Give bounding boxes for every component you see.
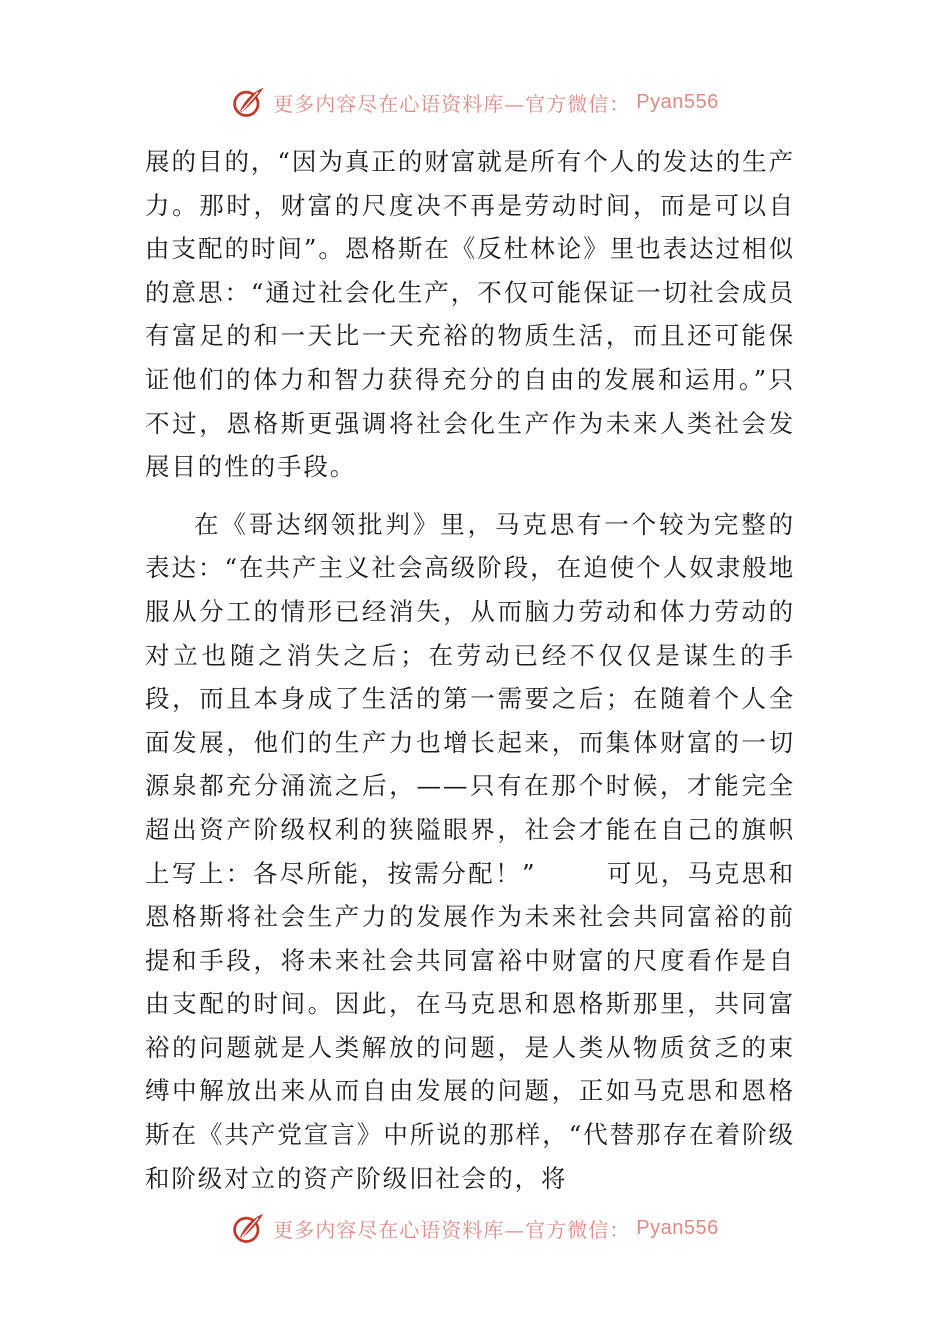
paragraph-2 — [145, 503, 795, 1201]
paragraph-2-quote: 在《哥达纲领批判》里，马克思有一个较为完整的表达：“在共产主义社会高级阶段，在迫使个人奴隶般地服从分工的情形已经消失，从而脑力劳动和体力劳动的对立也随之消失之后；在劳动已经不仅仅是谋生的手段，而且本身成了生活的第一需要之后；在随着个人全面发展，他们的生产力也增长起来，而集体财富的一切源泉都充分涌流之后，——只有在那个时候，才能完全超出资产阶级权利的狭隘眼界，社会才能在自己的旗帜上写上：各尽所能，按需分配！” — [145, 509, 795, 888]
watermark-wechat-id: Pyan556 — [636, 90, 719, 113]
document-body — [145, 140, 795, 1200]
watermark-wechat-id: Pyan556 — [636, 1216, 719, 1239]
watermark-text: 更多内容尽在心语资料库—官方微信： — [273, 1217, 631, 1242]
footer-watermark — [0, 1206, 950, 1250]
quill-logo-icon — [231, 84, 267, 120]
paragraph-2-conclusion: 可见，马克思和恩格斯将社会生产力的发展作为未来社会共同富裕的前提和手段，将未来社会共同富裕中财富的尺度看作是自由支配的时间。因此，在马克思和恩格斯那里，共同富裕的问题就是人类解放的问题，是人类从物质贫乏的束缚中解放出来从而自由发展的问题，正如马克思和恩格斯在《共产党宣言》中所说的那样，“代替那存在着阶级和阶级对立的资产阶级旧社会的，将 — [145, 858, 795, 1193]
paragraph-1: 展的目的，“因为真正的财富就是所有个人的发达的生产力。那时，财富的尺度决不再是劳动时间，而是可以自由支配的时间”。恩格斯在《反杜林论》里也表达过相似的意思：“通过社会化生产，不仅可能保证一切社会成员有富足的和一天比一天充裕的物质生活，而且还可能保证他们的体力和智力获得充分的自由的发展和运用。”只不过，恩格斯更强调将社会化生产作为未来人类社会发展目的性的手段。 — [145, 147, 795, 482]
quill-logo-icon — [231, 1210, 267, 1246]
watermark-text: 更多内容尽在心语资料库—官方微信： — [273, 91, 631, 116]
header-watermark — [0, 80, 950, 124]
